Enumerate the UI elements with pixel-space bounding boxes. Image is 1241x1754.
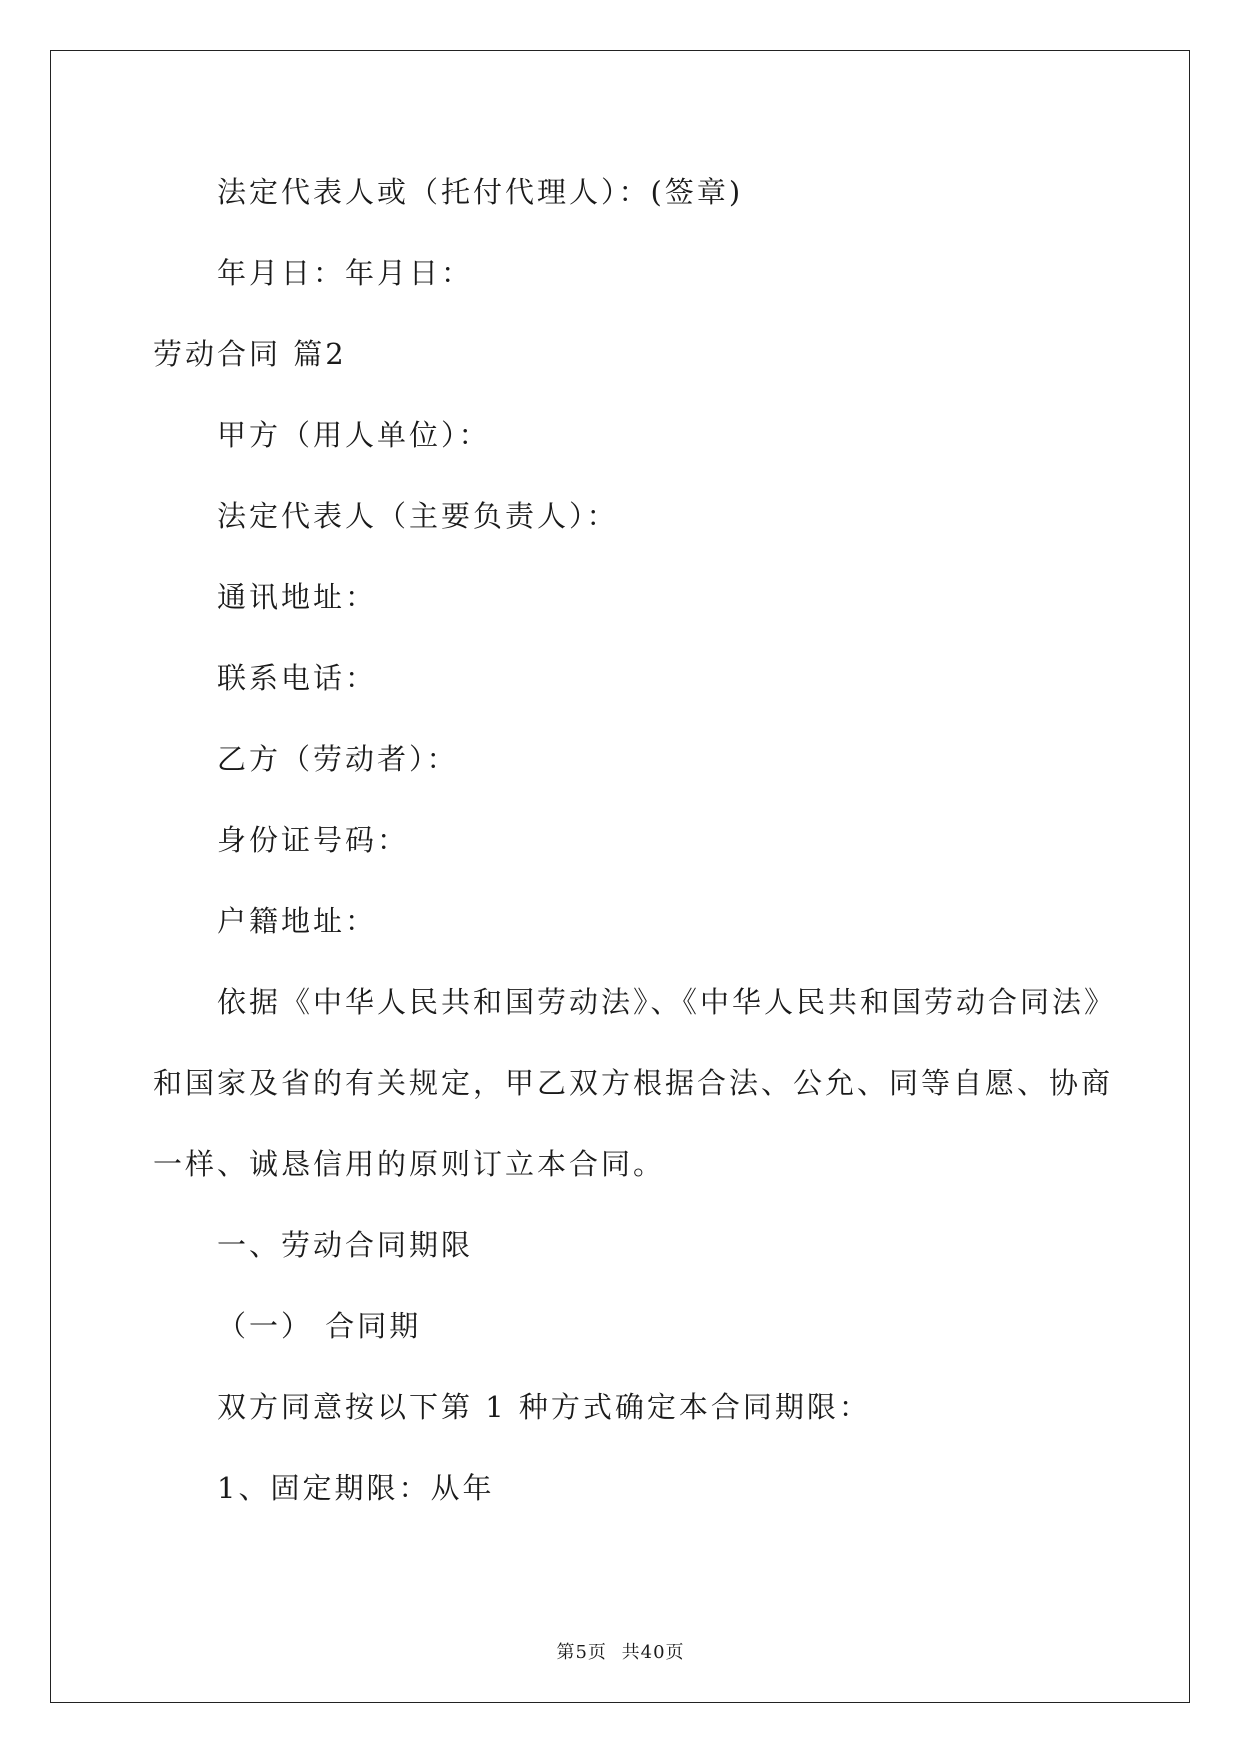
field-party-b: 乙方（劳动者）： [217,742,459,776]
field-household-address: 户籍地址： [217,904,378,938]
field-phone: 联系电话： [217,661,378,695]
page-total: 共40页 [621,1642,685,1663]
paragraph-term-method: 双方同意按以下第 1 种方式确定本合同期限： [217,1390,871,1424]
section-heading-contract-2: 劳动合同 篇2 [153,337,347,371]
paragraph-basis-line-2: 和国家及省的有关规定，甲乙双方根据合法、公允、同等自愿、协商 [153,1066,1114,1100]
subsection-heading-period: （一） 合同期 [217,1309,422,1343]
paragraph-basis-line-3: 一样、诚恳信用的原则订立本合同。 [153,1147,666,1181]
field-id-number: 身份证号码： [217,823,410,857]
page-border [50,50,1190,1703]
field-mailing-address: 通讯地址： [217,580,378,614]
field-party-a: 甲方（用人单位）： [217,418,491,452]
text-line-date: 年月日：年月日： [217,256,474,290]
section-heading-term: 一、劳动合同期限 [217,1228,474,1262]
text-line-signature: 法定代表人或（托付代理人）：(签章) [217,175,744,209]
page-footer [0,1638,1241,1664]
paragraph-basis-line-1: 依据《中华人民共和国劳动法》、《中华人民共和国劳动合同法》 [217,985,1117,1019]
page-number: 第5页 [556,1642,607,1663]
field-legal-representative: 法定代表人（主要负责人）： [217,499,619,533]
paragraph-fixed-term: 1、固定期限：从年 [217,1471,495,1505]
